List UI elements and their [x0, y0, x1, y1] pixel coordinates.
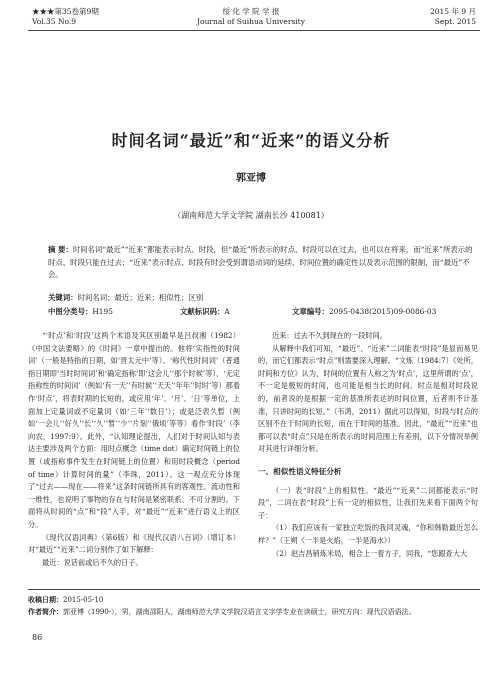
example-sentence: （2）赵吉昌销炼米局，相合上一着方子，同我，“您跟查大大 — [272, 548, 468, 558]
issue-date: 2015 年 9 月 — [429, 7, 476, 16]
author-bio-text: 郭亚博（1990-），男，湖南邵阳人，湖南师范大学文学院汉语言文字学专业在读硕士，研究方向：现代汉语语法。 — [63, 608, 416, 616]
doc-code — [180, 306, 230, 317]
body-paragraph: 从解释中我们可知，“最近”、“近来”二词能表“时段”是显而易见的，而它们都表示“时点”则需要深入理解。“文炼（1984:7）《处所，时间和方位》认为，时间的位置有人称之为‘时点’，这里所谓的‘点’，不一定是极短的时间，也可能是相当长的时间。时点是相对时段说的，前者说的是根据一定的基准所表达的时间位置，后者则不计基准，只讲时间的长短。”（韦鸿，2011）据此可以得知，时段与时点的区别不在于时间的长短，而在于时间的基准。因此，“最近”“近来”也都可以表“时点”只是在所表示的时间范围上有差别，以下分情况举例对其进行详细分析。 — [258, 343, 478, 454]
issue-date-en: Sept. 2015 — [434, 17, 476, 26]
journal-name: 绥 化 学 院 学 报 — [222, 7, 280, 16]
clc-label: 中图分类号： — [48, 307, 93, 316]
example-sentence: （1）我们应该有一家独立吃饭的我同灵魂，“你和韩勒最近怎么样？”（王朔《一半是火焰，一半是海水》） — [258, 523, 478, 545]
abstract-label: 摘 要： — [48, 245, 73, 254]
article-number — [292, 306, 436, 317]
page-number: 86 — [32, 633, 43, 642]
received-label: 收稿日期： — [28, 595, 63, 604]
keywords-label: 关键词： — [48, 293, 78, 302]
author-name: 郭亚博 — [236, 173, 266, 184]
clc-number — [48, 306, 113, 317]
body-paragraph: “‘时点’和‘时段’这两个术语及其区别最早是吕叔湘（1982）《中国文法要略》的《时间》一章中提出的。他将‘实指性的时间词’（一般是特指的日期，如‘晋太元中’等）、‘称代性时间词’（普通指日期即‘当时时间词’和‘确定指称’即‘这会儿’‘那个时候’等），‘无定指称性的时间词’（例如‘有一天’‘有时候’‘天天’‘年年’‘时时’等）都看作‘时点’，将表时期的长短的，或应用‘年’、‘月’、‘日’等单位，上面加上定量词或不定量词（如‘三年’‘数日’）；或是泛表久暂（例如‘一会儿’‘好久’‘长’‘久’‘暂’‘少’‘片刻’‘俄顷’等等）看作‘时段’（李向农，1997:9）。此外，“认知理论提出，人们对于时间认知与表达主要涉及两个方面：用时点概念（time dot）确定时间链上的位置（或指称事件发生在时间链上的位置）和用时段概念（period of time）计算时间的量”（李珠，2011）。这一观点充分体现了“过去——现在——将来”这条时间链所具有的客观性、流动性和一维性，也说明了事物的存在与时间是紧密联系、不可分割的。下面将从时间的“点”和“段”入手，对“最近”“近来”进行语义上的区分。 — [28, 331, 241, 529]
right-column — [258, 330, 478, 560]
body-paragraph: （一）表“时段”上的相似性。“最近”“近来”二词都能表示“时段”，二词在表“时段”上有一定的相似性，让我们先来看下面两个句子： — [258, 485, 478, 520]
affiliation: （湖南师范大学文学院 湖南长沙 410081） — [173, 211, 329, 220]
definition-jinlai: 近来：过去不久到现在的一段时间。 — [272, 331, 388, 340]
clc-value: H195 — [92, 307, 113, 316]
keywords-text: 时间名词；最近；近来；相似性；区别 — [77, 293, 204, 302]
journal-volume: ★★★第35卷第9期 — [32, 7, 99, 16]
author-bio — [28, 606, 478, 618]
left-column — [28, 330, 240, 569]
header-rule — [28, 30, 480, 31]
abstract-text: 时间名词“最近”“近来”都能表示时点、时段，但“最近”所表示的时点、时段可以在过去，也可以在将来，而“近来”所表示的时点、时段只能在过去；“近来”表示时点、时段有时会受到谓语动词的延续、时间位置的确定性以及表示范围的限制，而“最近”不会。 — [48, 245, 473, 279]
author-bio-label: 作者简介： — [28, 607, 63, 616]
article-label: 文章编号： — [292, 307, 329, 316]
abstract — [48, 244, 478, 282]
doc-label: 文献标识码： — [180, 307, 225, 316]
section-heading: 一、相似性语义特征分析 — [258, 466, 342, 476]
received-value: 2015-05-10 — [63, 596, 104, 604]
journal-volume-en: Vol.35 No.9 — [32, 17, 77, 26]
article-value: 2095-0438(2015)09-0086-03 — [328, 307, 437, 316]
footer-rule — [28, 589, 480, 590]
paper-title: 时间名词“最近”和“近来”的语义分析 — [111, 131, 391, 150]
received-date — [28, 594, 478, 606]
doc-value: A — [224, 307, 230, 316]
keywords — [48, 292, 203, 303]
journal-name-en: Journal of Suihua University — [197, 17, 305, 26]
body-paragraph: 《现代汉语词典》（第6版）和《现代汉语八百词》（增订本）对“最近”“近来”二词分别作了如下解释： — [28, 532, 240, 555]
definition-zuijin: 最近：说话前或后不久的日子。 — [42, 557, 143, 567]
